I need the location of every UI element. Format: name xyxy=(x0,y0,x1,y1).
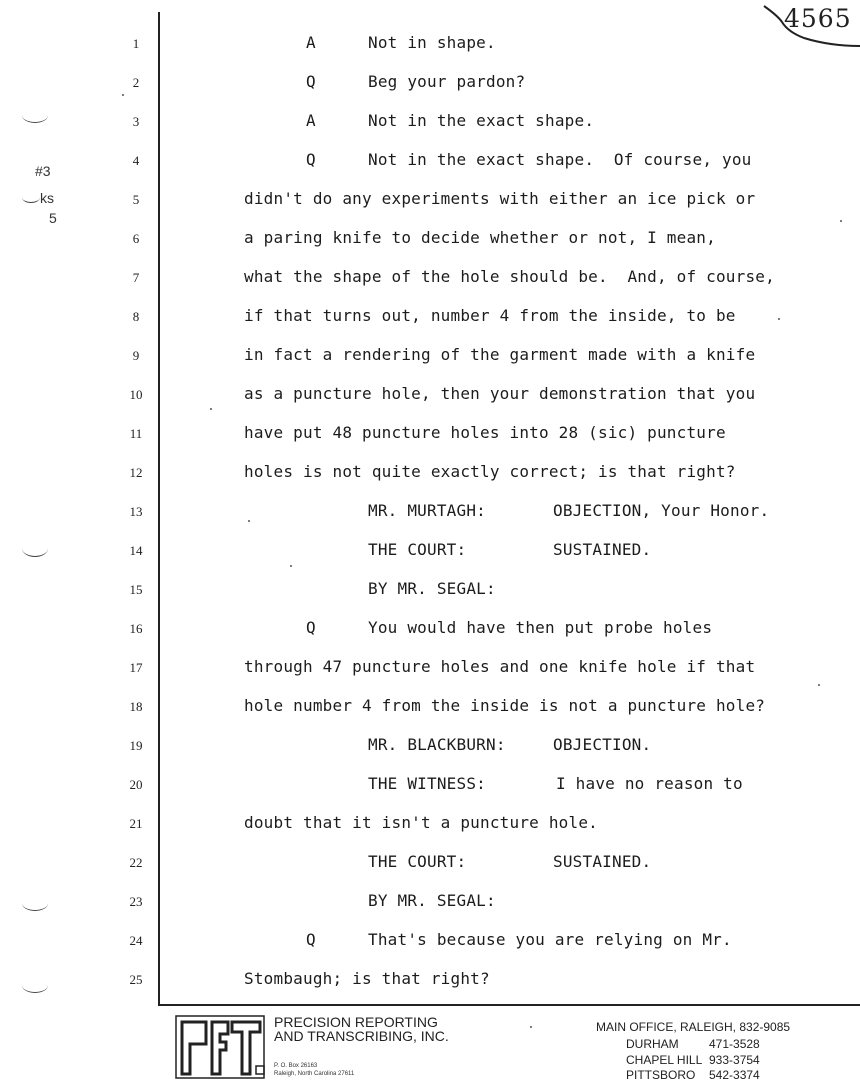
office-city: CHAPEL HILL xyxy=(626,1053,703,1067)
speaker-label: THE WITNESS: xyxy=(368,774,486,793)
transcript-text: if that turns out, number 4 from the inside, to be xyxy=(244,306,736,325)
margin-note-exhibit: #3 xyxy=(35,163,51,179)
transcript-text: in fact a rendering of the garment made with a knife xyxy=(244,345,756,364)
speaker-marker: A xyxy=(306,111,316,130)
margin-note-initials: ks xyxy=(40,190,54,206)
ruling-text: SUSTAINED. xyxy=(553,540,652,559)
speck xyxy=(122,94,124,96)
line-number: 20 xyxy=(129,777,143,792)
line-number: 2 xyxy=(132,75,140,90)
line-number: 21 xyxy=(129,816,143,831)
transcript-text: That's because you are relying on Mr. xyxy=(368,930,732,949)
line-number: 5 xyxy=(132,192,140,207)
line-number: 16 xyxy=(129,621,143,636)
punch-mark xyxy=(22,978,48,993)
examiner-heading: BY MR. SEGAL: xyxy=(368,579,496,598)
page-number: 4565 xyxy=(784,4,852,33)
speaker-label: THE COURT: xyxy=(368,852,467,871)
speaker-marker: Q xyxy=(306,150,316,169)
company-logo xyxy=(172,1014,268,1080)
office-phone: 542-3374 xyxy=(709,1068,760,1082)
line-number: 23 xyxy=(129,894,143,909)
line-number: 4 xyxy=(132,153,140,168)
speck xyxy=(248,520,250,522)
punch-mark xyxy=(22,108,48,123)
company-name-line2: AND TRANSCRIBING, INC. xyxy=(274,1028,449,1044)
transcript-text: Beg your pardon? xyxy=(368,72,526,91)
line-number: 17 xyxy=(129,660,143,675)
line-number: 3 xyxy=(132,114,140,129)
speaker-marker: Q xyxy=(306,72,316,91)
office-phone: 933-3754 xyxy=(709,1053,760,1067)
line-number: 1 xyxy=(132,36,140,51)
punch-mark xyxy=(22,896,48,911)
speaker-label: MR. BLACKBURN: xyxy=(368,735,506,754)
margin-note-number: 5 xyxy=(49,210,57,226)
main-office: MAIN OFFICE, RALEIGH, 832-9085 xyxy=(596,1020,791,1034)
line-number: 13 xyxy=(129,504,143,519)
transcript-text: a paring knife to decide whether or not, I mean, xyxy=(244,228,716,247)
office-phone: 471-3528 xyxy=(709,1037,760,1051)
line-number: 19 xyxy=(129,738,143,753)
speck xyxy=(290,565,292,567)
speaker-marker: Q xyxy=(306,618,316,637)
transcript-text: You would have then put probe holes xyxy=(368,618,713,637)
office-city: PITTSBORO xyxy=(626,1068,696,1082)
company-city: Raleigh, North Carolina 27611 xyxy=(274,1071,355,1077)
transcript-text: holes is not quite exactly correct; is that right? xyxy=(244,462,736,481)
line-number: 12 xyxy=(129,465,143,480)
speaker-marker: A xyxy=(306,33,316,52)
line-number: 10 xyxy=(129,387,143,402)
transcript-text: doubt that it isn't a puncture hole. xyxy=(244,813,598,832)
speck xyxy=(530,1026,532,1028)
speaker-label: THE COURT: xyxy=(368,540,467,559)
line-number: 11 xyxy=(129,426,143,441)
transcript-text: hole number 4 from the inside is not a puncture hole? xyxy=(244,696,766,715)
transcript-text: Not in the exact shape. Of course, you xyxy=(368,150,752,169)
speck xyxy=(210,408,212,410)
line-number: 6 xyxy=(132,231,140,246)
transcript-text: as a puncture hole, then your demonstration that you xyxy=(244,384,756,403)
left-margin-rule xyxy=(158,12,160,1005)
speck xyxy=(818,684,820,686)
transcript-text: didn't do any experiments with either an ice pick or xyxy=(244,189,756,208)
transcript-text: Not in the exact shape. xyxy=(368,111,595,130)
line-number: 15 xyxy=(129,582,143,597)
transcript-text: Stombaugh; is that right? xyxy=(244,969,490,988)
speck xyxy=(840,220,842,222)
transcript-text: I have no reason to xyxy=(556,774,743,793)
ruling-text: OBJECTION, Your Honor. xyxy=(553,501,770,520)
company-name-line1: PRECISION REPORTING xyxy=(274,1014,438,1030)
transcript-text: Not in shape. xyxy=(368,33,496,52)
line-number: 18 xyxy=(129,699,143,714)
company-po-box: P. O. Box 26163 xyxy=(274,1063,318,1069)
ruling-text: OBJECTION. xyxy=(553,735,652,754)
margin-check-mark xyxy=(22,192,40,203)
line-number: 9 xyxy=(132,348,140,363)
line-number: 22 xyxy=(129,855,143,870)
transcript-text: what the shape of the hole should be. And, of course, xyxy=(244,267,775,286)
speaker-marker: Q xyxy=(306,930,316,949)
speck xyxy=(778,318,780,320)
line-number: 7 xyxy=(132,270,140,285)
office-city: DURHAM xyxy=(626,1037,679,1051)
transcript-text: through 47 puncture holes and one knife hole if that xyxy=(244,657,756,676)
line-number: 8 xyxy=(132,309,140,324)
line-number: 24 xyxy=(129,933,143,948)
bottom-rule xyxy=(158,1004,860,1006)
examiner-heading: BY MR. SEGAL: xyxy=(368,891,496,910)
line-number: 14 xyxy=(129,543,143,558)
line-number: 25 xyxy=(129,972,143,987)
transcript-text: have put 48 puncture holes into 28 (sic) puncture xyxy=(244,423,726,442)
ruling-text: SUSTAINED. xyxy=(553,852,652,871)
speaker-label: MR. MURTAGH: xyxy=(368,501,486,520)
punch-mark xyxy=(22,540,48,557)
